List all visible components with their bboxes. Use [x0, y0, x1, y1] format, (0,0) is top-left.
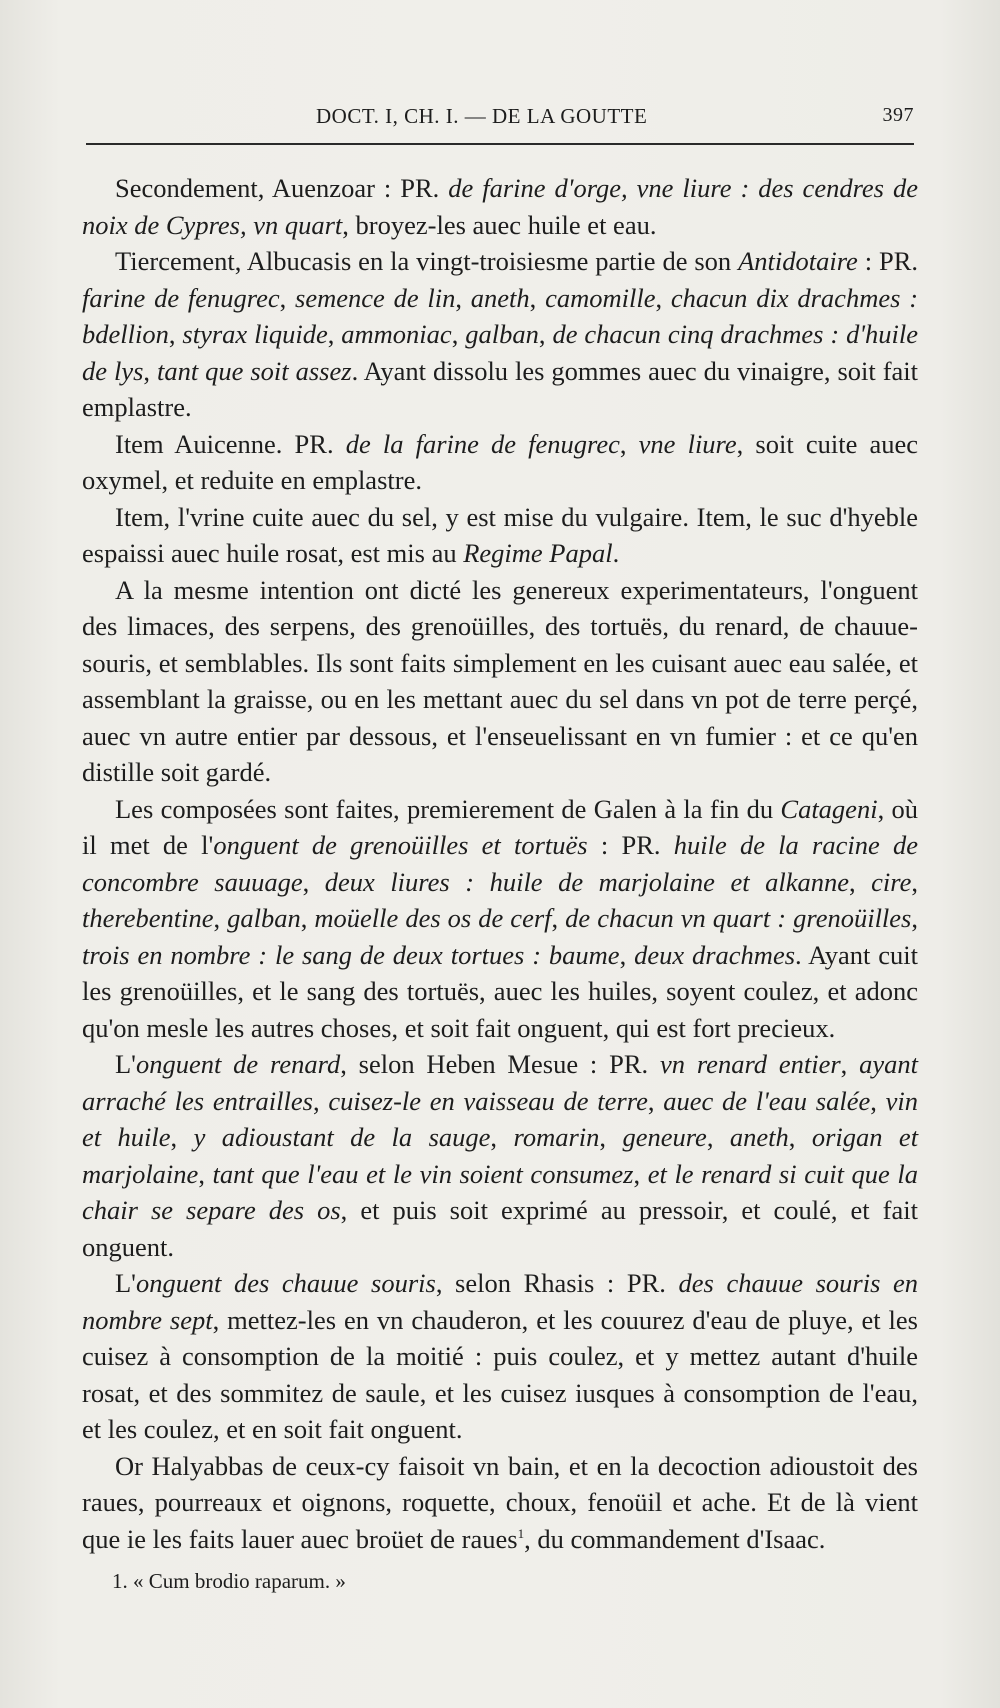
text-run: : PR. [587, 830, 674, 860]
text-run: , [213, 903, 228, 933]
text-run: L' [115, 1268, 136, 1298]
text-run: , [840, 1049, 860, 1079]
text-run: L' [115, 1049, 136, 1079]
running-head-title: DOCT. I, CH. I. — DE LA GOUTTE [316, 104, 648, 128]
text-run: , [455, 282, 471, 313]
text-run: , [451, 319, 466, 349]
italic-run: auec de l'eau salée [663, 1085, 871, 1116]
text-run: , [633, 1158, 648, 1189]
italic-run: onguent des chauue souris [135, 1268, 436, 1298]
italic-run: Catageni [780, 793, 878, 824]
italic-run: aneth [470, 282, 530, 313]
footnote-marker: 1 [517, 1525, 525, 1541]
italic-run: farine de fenugrec [82, 282, 280, 313]
text-run: Secondement, Auenzoar : PR. [115, 173, 449, 203]
paragraph [82, 170, 918, 243]
text-run: , selon Rhasis : PR. [435, 1268, 679, 1298]
text-run: , [529, 282, 546, 313]
text-run: Item Auicenne. PR. [115, 428, 346, 459]
italic-run: ammoniac [341, 319, 452, 349]
italic-run: de chacun vn quart : grenoüilles [565, 903, 912, 933]
text-run: , [168, 319, 183, 349]
italic-run: des chauue souris en nombre sept [82, 1268, 919, 1335]
italic-run: romarin [513, 1122, 600, 1152]
italic-run: origan et marjolaine [82, 1122, 919, 1189]
text-run: , du commandement d'Isaac. [524, 1523, 826, 1554]
italic-run: Antidotaire [738, 246, 858, 276]
text-run: Or Halyabbas de ceux-cy faisoit vn bain, et en la decoction adioustoit des raues, pourreaux et oignons, roquette, choux, fenoüil et ache. Et de là vient que ie les faits lauer auec broüet de raues [82, 1450, 918, 1554]
text-run: , [198, 1158, 213, 1189]
running-head [88, 100, 914, 134]
italic-run: styrax liquide [182, 319, 328, 349]
italic-run: vin et huile [82, 1085, 918, 1152]
text-run: , soit cuite auec oxymel, et reduite en emplastre. [82, 428, 919, 495]
text-run: , [327, 319, 342, 349]
paragraph [82, 426, 918, 499]
paragraph [82, 1448, 918, 1558]
italic-run: de farine d'orge, vne liure : des cendres de noix de Cypres, vn quart [82, 173, 918, 240]
text-run: , [788, 1122, 812, 1152]
italic-run: aneth [729, 1122, 789, 1152]
italic-run: moüelle des os de cerf [314, 903, 552, 933]
italic-run: galban [465, 319, 539, 349]
paragraph [82, 572, 918, 791]
paragraph [82, 1046, 918, 1265]
text-run: , [619, 939, 635, 970]
body-text [82, 170, 918, 1557]
text-run: , mettez-les en vn chauderon, et les couurez d'eau de pluye, et les cuisez à consomption de la moitié : puis coulez, et y mettez autant d'huile rosat, et des sommitez de saule, et les cuisez iusques à consomption de l'eau, et les coulez, et en soit fait onguent. [82, 1304, 918, 1444]
text-run: , [647, 1085, 664, 1116]
text-run: , [551, 903, 566, 933]
text-run: , [599, 1122, 623, 1152]
text-run: , [870, 1085, 886, 1116]
text-run: . [612, 538, 620, 568]
text-run: , [619, 428, 639, 459]
text-run: , [170, 1122, 194, 1152]
italic-run: semence de lin [295, 282, 456, 313]
italic-run: deux liures : huile de marjolaine et alkanne [324, 866, 850, 897]
page-number: 397 [882, 104, 914, 126]
text-run: , selon Heben Mesue : PR. [340, 1049, 660, 1079]
italic-run: camomille [545, 282, 656, 313]
italic-run: onguent de renard [135, 1049, 341, 1079]
italic-run: vne liure [638, 428, 737, 459]
text-run: A la mesme intention ont dicté les genereux experimentateurs, l'onguent des limaces, des serpens, des grenoüilles, des tortuës, du renard, de chauue-souris, et semblables. Ils sont faits simplement en les cuisant auec eau salée, et assemblant la graisse, ou en les mettant auec du sel dans vn pot de terre perçé, auec vn autre entier par dessous, et l'enseuelissant en vn fumier : et ce qu'en distille soit gardé. [82, 574, 918, 787]
text-run: . Ayant dissolu les gommes auec du vinaigre, soit fait emplastre. [82, 355, 919, 422]
italic-run: cuisez-le en vaisseau de terre [328, 1085, 648, 1116]
italic-run: trois en nombre : le sang de deux tortues : baume [82, 939, 620, 970]
text-run: , [706, 1122, 730, 1152]
text-run: Les composées sont faites, premierement de Galen à la fin du [115, 793, 781, 824]
italic-run: et le renard si cuit que la chair se separe des os [82, 1158, 919, 1225]
paragraph [82, 499, 918, 572]
text-run: , [911, 903, 918, 933]
text-run: , [312, 1085, 329, 1116]
footnote: 1. « Cum brodio raparum. » [112, 1569, 346, 1593]
text-run: , [300, 903, 315, 933]
italic-run: therebentine [82, 903, 214, 933]
italic-run: tant que l'eau et le vin soient consumez [212, 1158, 634, 1189]
text-run: , [143, 355, 157, 386]
text-run: , [538, 319, 553, 349]
paragraph [82, 243, 918, 426]
text-run: . Ayant cuit les grenoüilles, et le sang des tortuës, auec les huiles, soyent coulez, et adonc qu'on mesle les autres choses, et soit fait onguent, qui est fort precieux. [82, 939, 919, 1043]
text-run: , [655, 282, 671, 313]
italic-run: ayant arraché les entrailles [82, 1049, 919, 1116]
italic-run: tant que soit assez [156, 355, 352, 386]
italic-run: galban [227, 903, 301, 933]
italic-run: huile de la racine de concombre sauuage [82, 830, 918, 897]
text-run: , [911, 866, 919, 897]
text-run: , broyez-les auec huile et eau. [342, 209, 657, 240]
italic-run: de la farine de fenugrec [345, 428, 620, 459]
text-run: , où il met de l' [82, 793, 918, 860]
text-run: , [849, 866, 872, 897]
italic-run: deux drachmes [634, 939, 796, 970]
italic-run: onguent de grenoüilles et tortuës [213, 830, 588, 860]
italic-run: chacun dix drachmes : bdellion [82, 282, 919, 349]
text-run: , [490, 1122, 514, 1152]
italic-run: vn renard entier [660, 1049, 841, 1079]
italic-run: cire [871, 866, 912, 897]
header-rule [86, 143, 914, 145]
italic-run: de chacun cinq drachmes : d'huile de lys [82, 319, 919, 386]
italic-run: y adioustant de la sauge [193, 1122, 491, 1152]
text-run: , [279, 282, 296, 313]
paragraph [82, 1265, 918, 1448]
text-run: , et puis soit exprimé au pressoir, et coulé, et fait onguent. [82, 1195, 918, 1262]
text-run: , [302, 866, 325, 897]
paragraph [82, 791, 918, 1047]
text-run: Tiercement, Albucasis en la vingt-troisiesme partie de son [115, 246, 739, 276]
italic-run: geneure [622, 1122, 707, 1152]
text-run: : PR. [857, 246, 918, 276]
italic-run: Regime Papal [463, 538, 613, 568]
text-run: Item, l'vrine cuite auec du sel, y est mise du vulgaire. Item, le suc d'hyeble espaissi auec huile rosat, est mis au [82, 501, 918, 568]
